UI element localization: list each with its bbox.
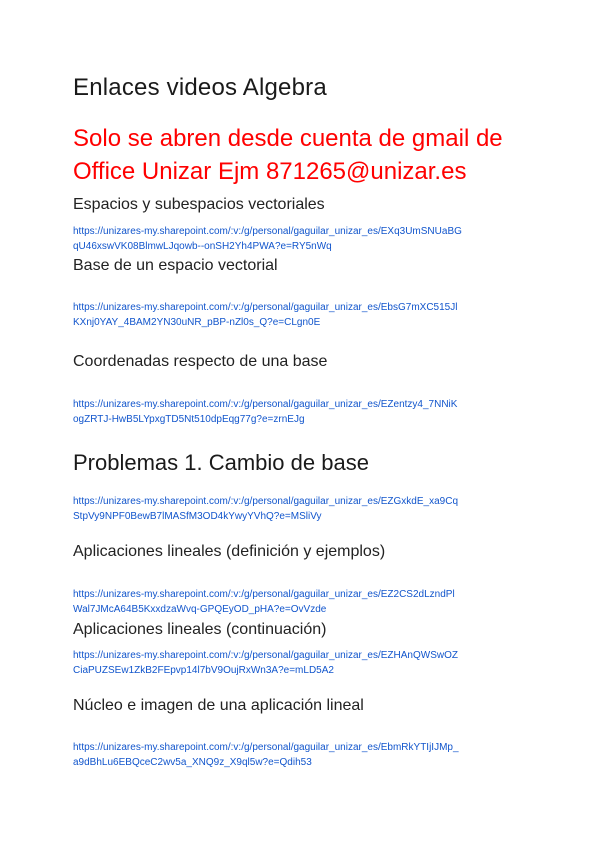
video-link-problemas[interactable] bbox=[73, 494, 458, 524]
section-heading-aplicaciones-definicion: Aplicaciones lineales (definición y ejemplos) bbox=[73, 543, 386, 560]
video-link-line-2: StpVy9NPF0BewB7lMASfM3OD4kYwyYVhQ?e=MSliVy bbox=[73, 511, 322, 522]
video-link-line-2: a9dBhLu6EBQceC2wv5a_XNQ9z_X9ql5w?e=Qdih53 bbox=[73, 757, 312, 768]
video-link-line-2: CiaPUZSEw1ZkB2FEpvp14l7bV9OujRxWn3A?e=mLD5A2 bbox=[73, 665, 334, 676]
section-heading-problemas: Problemas 1. Cambio de base bbox=[73, 450, 369, 475]
notice-line-1: Solo se abren desde cuenta de gmail de bbox=[73, 125, 503, 152]
video-link-nucleo-imagen[interactable] bbox=[73, 740, 459, 770]
video-link-coordenadas[interactable] bbox=[73, 397, 457, 427]
video-link-aplicaciones-continuacion[interactable] bbox=[73, 648, 458, 678]
section-heading-coordenadas: Coordenadas respecto de una base bbox=[73, 353, 328, 370]
section-heading-aplicaciones-continuacion: Aplicaciones lineales (continuación) bbox=[73, 621, 327, 638]
notice-line-2: Office Unizar Ejm 871265@unizar.es bbox=[73, 158, 467, 185]
section-heading-espacios: Espacios y subespacios vectoriales bbox=[73, 196, 325, 213]
video-link-aplicaciones-definicion[interactable] bbox=[73, 587, 455, 617]
video-link-line-2: KXnj0YAY_4BAM2YN30uNR_pBP-nZl0s_Q?e=CLgn0E bbox=[73, 317, 321, 328]
video-link-line-1: https://unizares-my.sharepoint.com/:v:/g/personal/gaguilar_unizar_es/EZGxkdE_xa9Cq bbox=[73, 496, 459, 507]
video-link-line-2: Wal7JMcA64B5KxxdzaWvq-GPQEyOD_pHA?e=OvVzde bbox=[73, 604, 327, 615]
video-link-line-1: https://unizares-my.sharepoint.com/:v:/g/personal/gaguilar_unizar_es/EbmRkYTIjIJMp_ bbox=[73, 742, 459, 753]
video-link-line-1: https://unizares-my.sharepoint.com/:v:/g/personal/gaguilar_unizar_es/EZentzy4_7NNiK bbox=[73, 399, 458, 410]
video-link-line-1: https://unizares-my.sharepoint.com/:v:/g/personal/gaguilar_unizar_es/EZ2CS2dLzndPl bbox=[73, 589, 455, 600]
video-link-line-1: https://unizares-my.sharepoint.com/:v:/g/personal/gaguilar_unizar_es/EbsG7mXC515Jl bbox=[73, 302, 458, 313]
video-link-espacios[interactable] bbox=[73, 224, 462, 254]
video-link-line-2: ogZRTJ-HwB5LYpxgTD5Nt510dpEqg77g?e=zrnEJg bbox=[73, 414, 305, 425]
page-title: Enlaces videos Algebra bbox=[73, 74, 327, 101]
video-link-line-2: qU46xswVK08BlmwLJqowb--onSH2Yh4PWA?e=RY5nWq bbox=[73, 241, 332, 252]
video-link-line-1: https://unizares-my.sharepoint.com/:v:/g/personal/gaguilar_unizar_es/EXq3UmSNUaBG bbox=[73, 226, 462, 237]
section-heading-base: Base de un espacio vectorial bbox=[73, 257, 278, 274]
video-link-line-1: https://unizares-my.sharepoint.com/:v:/g/personal/gaguilar_unizar_es/EZHAnQWSwOZ bbox=[73, 650, 458, 661]
section-heading-nucleo-imagen: Núcleo e imagen de una aplicación lineal bbox=[73, 697, 364, 714]
video-link-base[interactable] bbox=[73, 300, 457, 330]
